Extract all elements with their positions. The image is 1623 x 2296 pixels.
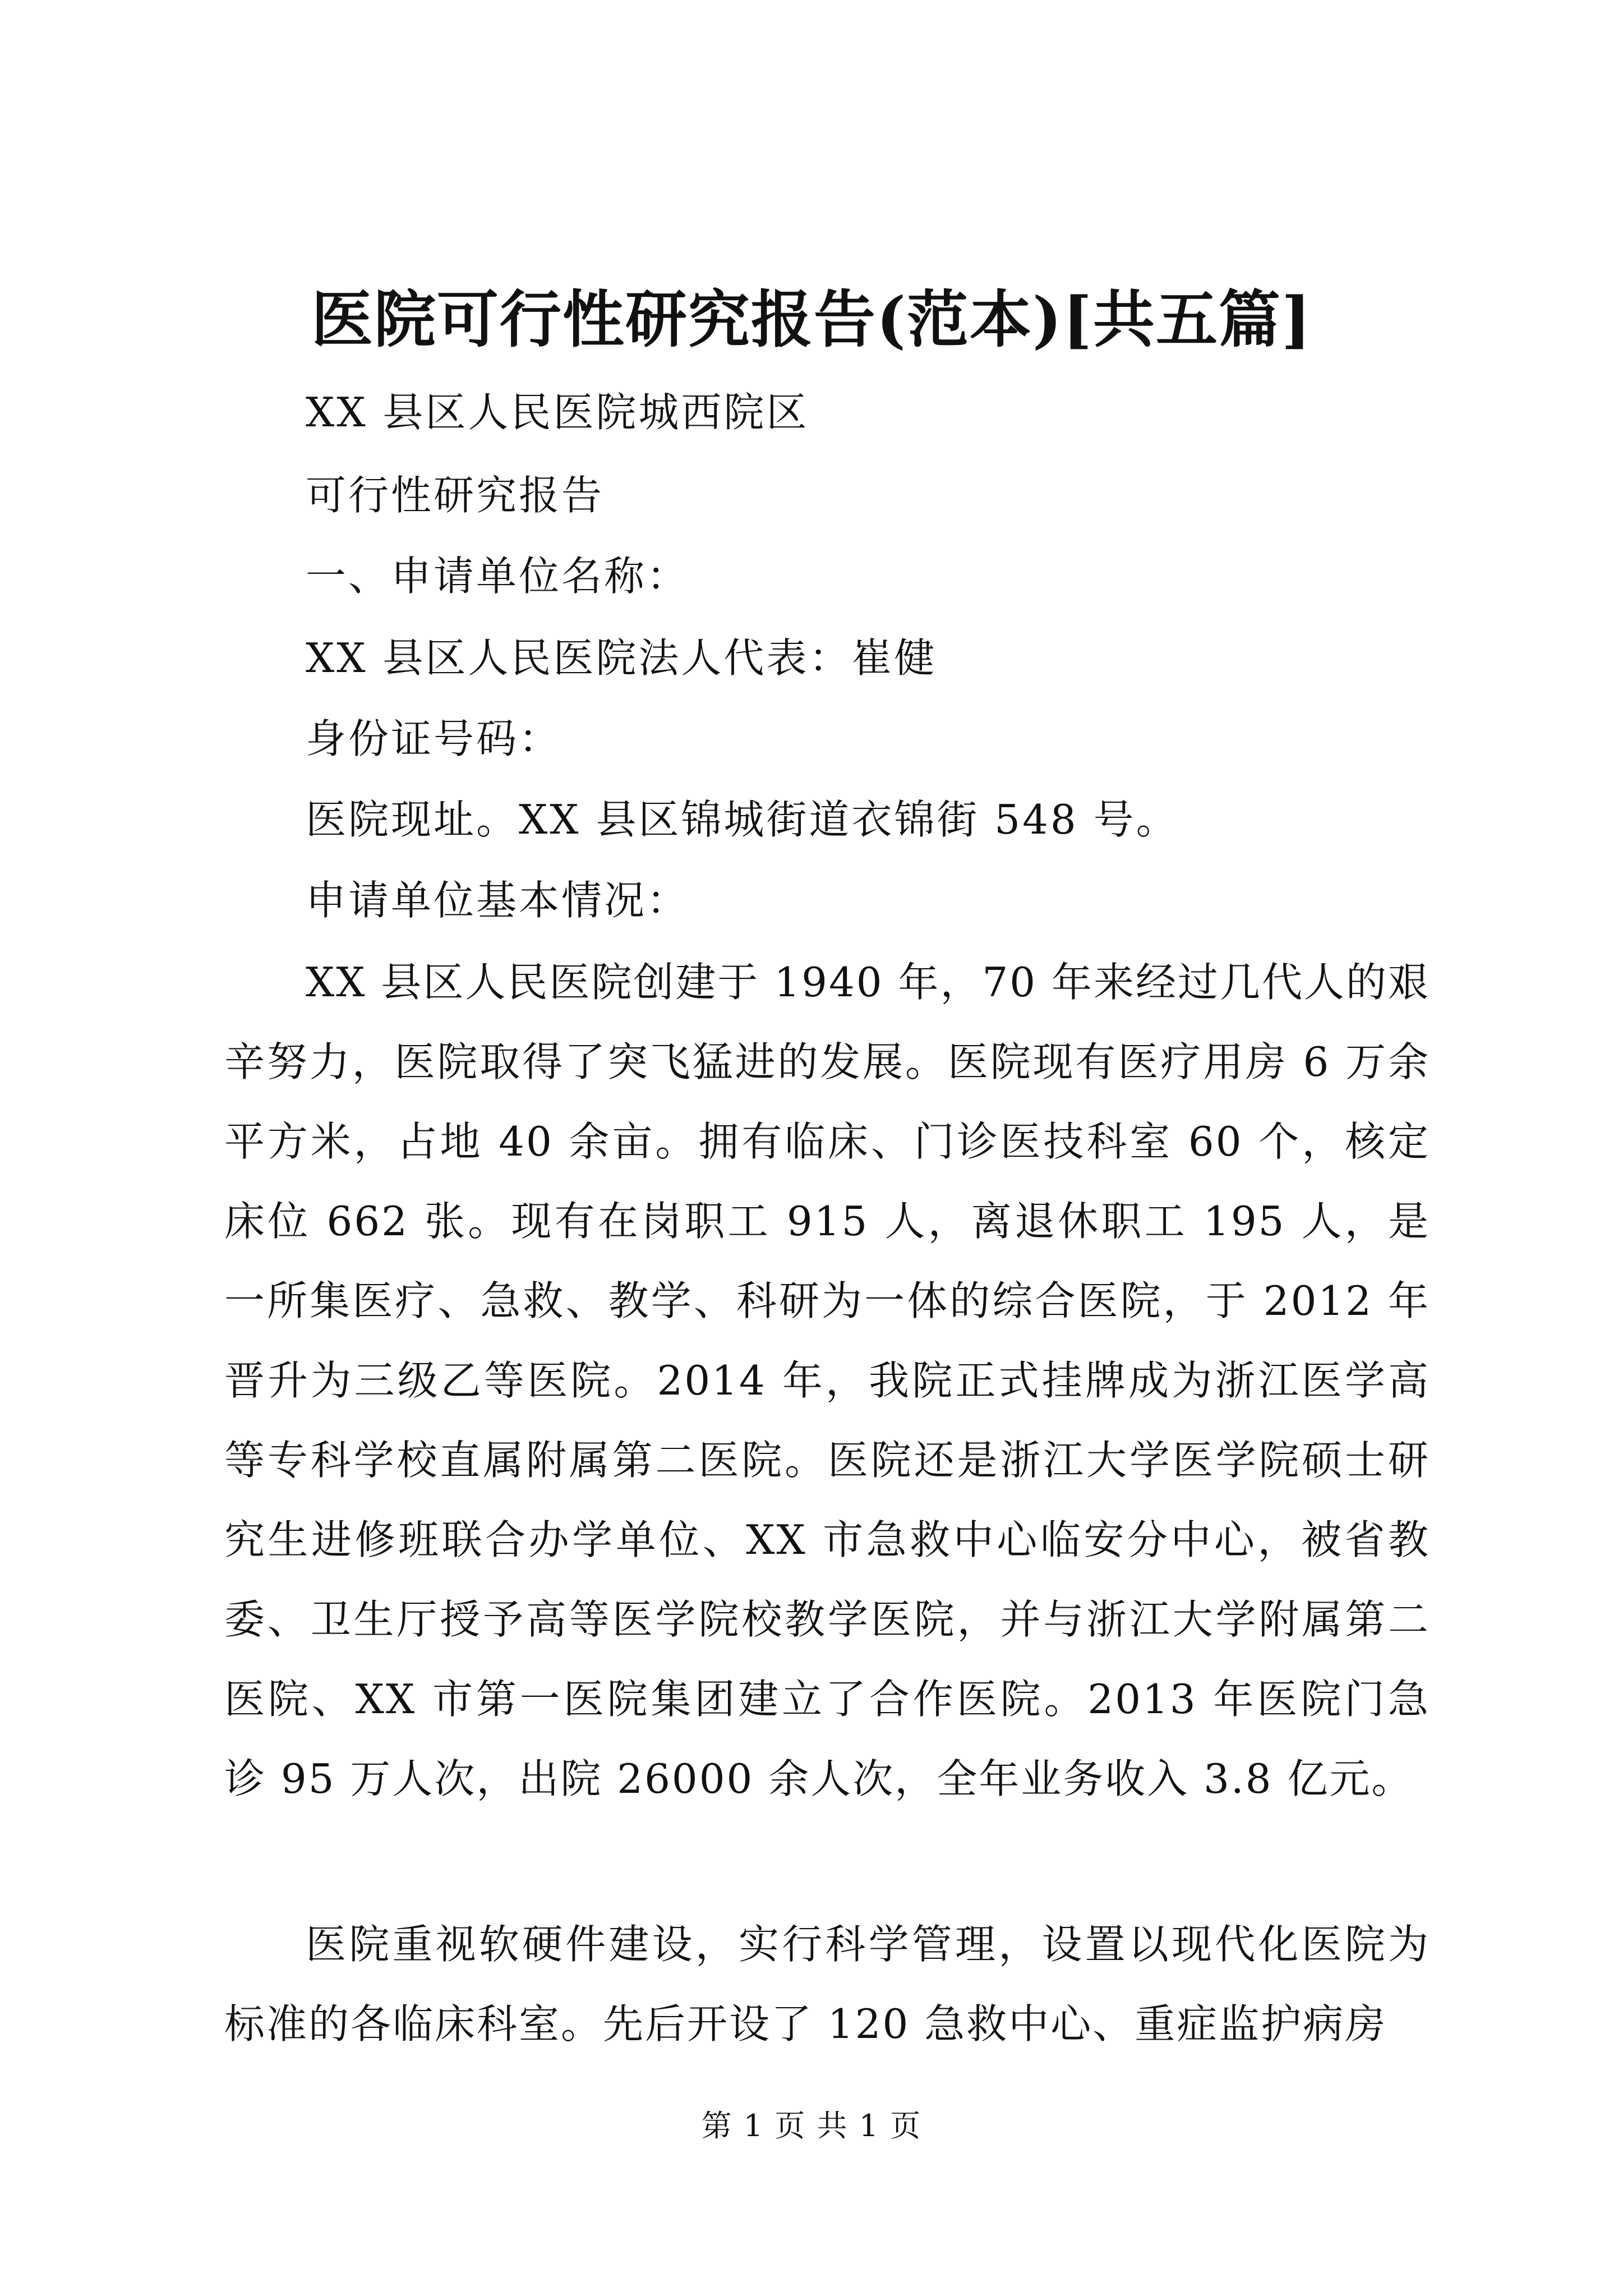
body-paragraph-history: XX 县区人民医院创建于 1940 年，70 年来经过几代人的艰辛努力，医院取得了突飞猛进的发展。医院现有医疗用房 6 万余平方米，占地 40 余亩。拥有临床、门诊医技科室 60 个，核定床位 662 张。现有在岗职工 915 人，离退休职工 195 人，是一所集医疗、急救、教学、科研为一体的综合医院，于 2012 年晋升为三级乙等医院。2014 年，我院正式挂牌成为浙江医学高等专科学校直属附属第二医院。医院还是浙江大学医学院硕士研究生进修班联合办学单位、XX 市急救中心临安分中心，被省教委、卫生厅授予高等医学院校教学医院，并与浙江大学附属第二医院、XX 市第一医院集团建立了合作医院。2013 年医院门急诊 95 万人次，出院 26000 余人次，全年业务收入 3.8 亿元。 xyxy=(224,959,1430,1802)
text-line-basic-info-heading: 申请单位基本情况： xyxy=(306,877,690,924)
text-line-report-name: 可行性研究报告 xyxy=(306,472,605,519)
text-line-address: 医院现址。XX 县区锦城街道衣锦街 548 号。 xyxy=(306,796,1179,843)
body-paragraph-construction: 医院重视软硬件建设，实行科学管理，设置以现代化医院为标准的各临床科室。先后开设了 120 急救中心、重症监护病房 xyxy=(224,1921,1430,2047)
page-footer: 第 1 页 共 1 页 xyxy=(701,2108,922,2143)
text-line-id-number: 身份证号码： xyxy=(306,715,562,762)
text-line-applicant-heading: 一、申请单位名称： xyxy=(306,553,690,600)
text-line-legal-representative: XX 县区人民医院法人代表：崔健 xyxy=(306,634,937,682)
text-line-hospital-name: XX 县区人民医院城西院区 xyxy=(306,389,809,436)
document-title: 医院可行性研究报告(范本)[共五篇] xyxy=(311,283,1312,356)
